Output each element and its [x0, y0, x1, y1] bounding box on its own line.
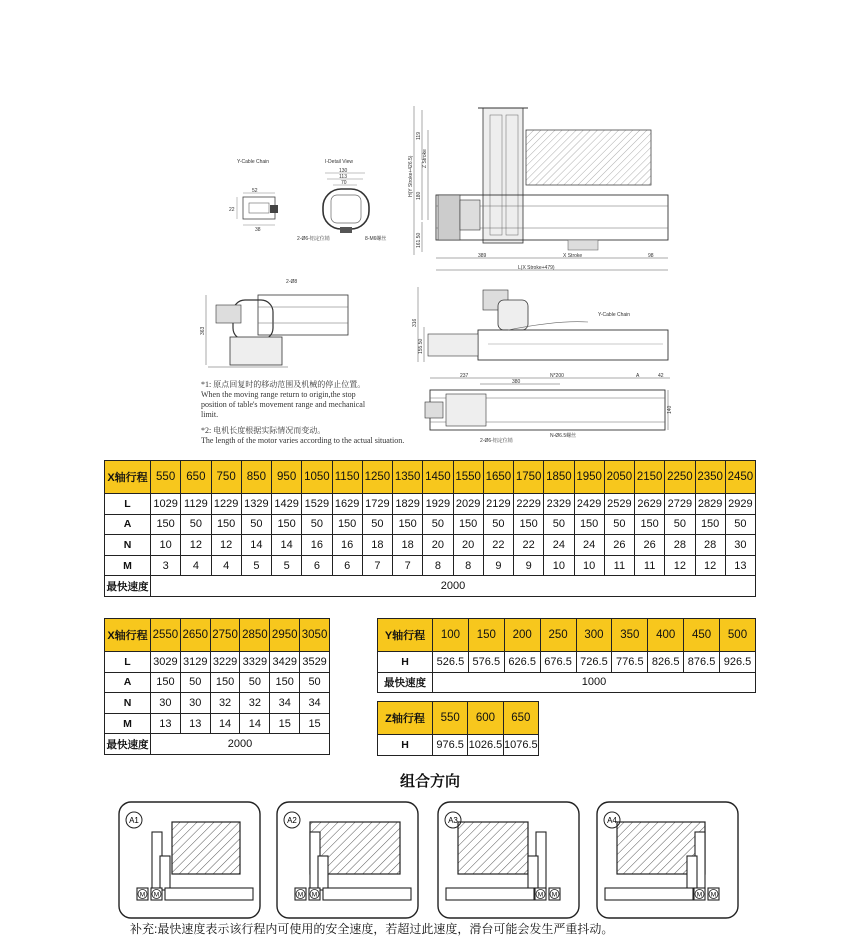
value-cell: 150 — [332, 514, 362, 535]
value-cell: 676.5 — [540, 652, 576, 673]
note-1-cn: *1: 原点回复时的移动范围及机械的停止位置。 — [201, 380, 366, 389]
value-cell: 4 — [211, 555, 241, 576]
speed-label: 最快速度 — [105, 734, 151, 755]
notes — [201, 380, 404, 446]
value-cell: 24 — [544, 535, 574, 556]
table-row — [378, 735, 539, 756]
value-cell: 12 — [181, 535, 211, 556]
value-cell: 50 — [483, 514, 513, 535]
value-cell: 50 — [181, 514, 211, 535]
stroke-cell: 2350 — [695, 461, 725, 494]
value-cell: 14 — [272, 535, 302, 556]
i-detail-view-drawing — [295, 155, 405, 245]
value-cell: 3429 — [270, 652, 300, 673]
row-label: N — [105, 535, 151, 556]
stroke-cell: 2550 — [151, 619, 181, 652]
value-cell: 3029 — [151, 652, 181, 673]
stroke-cell: 600 — [468, 702, 503, 735]
svg-text:52: 52 — [252, 188, 258, 194]
value-cell: 10 — [574, 555, 604, 576]
row-label: A — [105, 672, 151, 693]
svg-text:380: 380 — [512, 379, 521, 385]
value-cell: 2929 — [725, 494, 755, 515]
header-row — [378, 619, 756, 652]
stroke-cell: 2050 — [604, 461, 634, 494]
speed-value: 2000 — [151, 576, 756, 597]
value-cell: 32 — [240, 693, 270, 714]
header-row — [378, 702, 539, 735]
stroke-cell: 550 — [151, 461, 181, 494]
svg-text:316: 316 — [412, 318, 418, 327]
axis-label: X轴行程 — [105, 461, 151, 494]
value-cell: 3329 — [240, 652, 270, 673]
svg-text:70: 70 — [341, 180, 347, 186]
motor-label: M — [311, 891, 318, 899]
value-cell: 50 — [604, 514, 634, 535]
value-cell: 150 — [270, 672, 300, 693]
svg-text:2-Ø6-铝定位销: 2-Ø6-铝定位销 — [480, 438, 513, 444]
value-cell: 9 — [514, 555, 544, 576]
svg-text:N*200: N*200 — [550, 373, 564, 379]
table-row — [378, 652, 756, 673]
stroke-cell: 750 — [211, 461, 241, 494]
value-cell: 2229 — [514, 494, 544, 515]
combo-a2 — [275, 800, 420, 920]
value-cell: 5 — [241, 555, 271, 576]
value-cell: 16 — [332, 535, 362, 556]
value-cell: 14 — [241, 535, 271, 556]
value-cell: 10 — [544, 555, 574, 576]
svg-text:42: 42 — [658, 373, 664, 379]
svg-text:140: 140 — [667, 405, 673, 414]
note-1-en-1: When the moving range return to origin,the stop — [201, 390, 356, 399]
value-cell: 22 — [514, 535, 544, 556]
stroke-cell: 1950 — [574, 461, 604, 494]
row-label: H — [378, 735, 433, 756]
value-cell: 30 — [725, 535, 755, 556]
table-row — [105, 693, 330, 714]
stroke-cell: 150 — [468, 619, 504, 652]
speed-label: 最快速度 — [105, 576, 151, 597]
value-cell: 50 — [300, 672, 330, 693]
value-cell: 1076.5 — [503, 735, 538, 756]
value-cell: 20 — [423, 535, 453, 556]
row-label: H — [378, 652, 433, 673]
row-label: L — [105, 494, 151, 515]
stroke-cell: 1250 — [362, 461, 392, 494]
svg-text:363: 363 — [200, 326, 206, 335]
value-cell: 2629 — [635, 494, 665, 515]
value-cell: 2329 — [544, 494, 574, 515]
stroke-cell: 1550 — [453, 461, 483, 494]
value-cell: 28 — [665, 535, 695, 556]
value-cell: 7 — [393, 555, 423, 576]
value-cell: 18 — [393, 535, 423, 556]
combo-a4-label: A4 — [607, 816, 617, 825]
value-cell: 576.5 — [468, 652, 504, 673]
svg-text:22: 22 — [229, 207, 235, 213]
svg-text:H(Y Stroke+426.5): H(Y Stroke+426.5) — [408, 155, 414, 197]
svg-text:2-Ø8: 2-Ø8 — [286, 279, 298, 285]
stroke-cell: 100 — [433, 619, 469, 652]
stroke-cell: 550 — [433, 702, 468, 735]
svg-text:113: 113 — [339, 174, 347, 180]
value-cell: 1129 — [181, 494, 211, 515]
row-label: L — [105, 652, 151, 673]
value-cell: 14 — [240, 713, 270, 734]
value-cell: 150 — [210, 672, 240, 693]
svg-text:L(X Stroke+479): L(X Stroke+479) — [518, 265, 555, 271]
stroke-cell: 3050 — [300, 619, 330, 652]
axis-label: Z轴行程 — [378, 702, 433, 735]
stroke-cell: 300 — [576, 619, 612, 652]
value-cell: 876.5 — [684, 652, 720, 673]
value-cell: 50 — [665, 514, 695, 535]
combo-a3 — [436, 800, 581, 920]
stroke-cell: 2450 — [725, 461, 755, 494]
speed-value: 2000 — [151, 734, 330, 755]
value-cell: 50 — [362, 514, 392, 535]
value-cell: 12 — [665, 555, 695, 576]
value-cell: 2429 — [574, 494, 604, 515]
value-cell: 50 — [240, 672, 270, 693]
row-label: M — [105, 555, 151, 576]
value-cell: 826.5 — [648, 652, 684, 673]
value-cell: 18 — [362, 535, 392, 556]
stroke-cell: 850 — [241, 461, 271, 494]
svg-text:A: A — [636, 373, 640, 379]
value-cell: 7 — [362, 555, 392, 576]
axis-label: Y轴行程 — [378, 619, 433, 652]
value-cell: 11 — [604, 555, 634, 576]
value-cell: 1429 — [272, 494, 302, 515]
y-axis-side-drawing — [408, 282, 673, 372]
combo-a4 — [595, 800, 740, 920]
value-cell: 13 — [725, 555, 755, 576]
value-cell: 50 — [180, 672, 210, 693]
table-row — [105, 672, 330, 693]
value-cell: 15 — [270, 713, 300, 734]
motor-label: M — [139, 891, 146, 899]
value-cell: 8 — [423, 555, 453, 576]
value-cell: 2729 — [665, 494, 695, 515]
front-section-drawing — [198, 275, 358, 375]
value-cell: 13 — [151, 713, 181, 734]
value-cell: 6 — [332, 555, 362, 576]
y-stroke-table — [377, 618, 756, 693]
value-cell: 30 — [180, 693, 210, 714]
stroke-cell: 650 — [503, 702, 538, 735]
motor-label: M — [537, 891, 544, 899]
svg-text:389: 389 — [478, 253, 487, 259]
table-row — [105, 555, 756, 576]
value-cell: 150 — [393, 514, 423, 535]
value-cell: 1026.5 — [468, 735, 503, 756]
svg-text:155.50: 155.50 — [418, 338, 424, 354]
value-cell: 2029 — [453, 494, 483, 515]
stroke-cell: 950 — [272, 461, 302, 494]
value-cell: 12 — [211, 535, 241, 556]
value-cell: 6 — [302, 555, 332, 576]
value-cell: 3 — [151, 555, 181, 576]
svg-text:X Stroke: X Stroke — [563, 253, 583, 259]
svg-text:161.50: 161.50 — [416, 232, 422, 248]
value-cell: 150 — [272, 514, 302, 535]
stroke-cell: 1650 — [483, 461, 513, 494]
value-cell: 28 — [695, 535, 725, 556]
value-cell: 1829 — [393, 494, 423, 515]
stroke-cell: 400 — [648, 619, 684, 652]
svg-text:130: 130 — [339, 168, 348, 174]
value-cell: 1929 — [423, 494, 453, 515]
value-cell: 15 — [300, 713, 330, 734]
header-row — [105, 619, 330, 652]
stroke-cell: 2650 — [180, 619, 210, 652]
value-cell: 50 — [725, 514, 755, 535]
table-row — [105, 713, 330, 734]
side-elevation-drawing — [408, 100, 673, 275]
svg-text:N-Ø6.5螺丝: N-Ø6.5螺丝 — [550, 433, 577, 439]
value-cell: 5 — [272, 555, 302, 576]
x-stroke-table-1 — [104, 460, 756, 597]
stroke-cell: 1150 — [332, 461, 362, 494]
stroke-cell: 2250 — [665, 461, 695, 494]
stroke-cell: 450 — [684, 619, 720, 652]
stroke-cell: 1350 — [393, 461, 423, 494]
motor-label: M — [297, 891, 304, 899]
value-cell: 2129 — [483, 494, 513, 515]
motor-label: M — [551, 891, 558, 899]
value-cell: 32 — [210, 693, 240, 714]
value-cell: 626.5 — [504, 652, 540, 673]
value-cell: 1729 — [362, 494, 392, 515]
svg-text:119: 119 — [416, 132, 422, 140]
value-cell: 34 — [270, 693, 300, 714]
row-label: M — [105, 713, 151, 734]
stroke-cell: 1450 — [423, 461, 453, 494]
value-cell: 11 — [635, 555, 665, 576]
stroke-cell: 200 — [504, 619, 540, 652]
table-row — [105, 514, 756, 535]
axis-label: X轴行程 — [105, 619, 151, 652]
svg-text:8-M6螺丝: 8-M6螺丝 — [365, 236, 387, 242]
value-cell: 150 — [514, 514, 544, 535]
value-cell: 976.5 — [433, 735, 468, 756]
row-label: A — [105, 514, 151, 535]
table-row — [105, 535, 756, 556]
value-cell: 30 — [151, 693, 181, 714]
footer-note: 补充:最快速度表示该行程内可使用的安全速度，若超过此速度，滑台可能会发生严重抖动。 — [130, 922, 614, 936]
speed-row — [378, 672, 756, 693]
combo-a2-label: A2 — [287, 816, 297, 825]
value-cell: 50 — [544, 514, 574, 535]
note-2-cn: *2: 电机长度根据实际情况而变动。 — [201, 426, 326, 435]
svg-text:98: 98 — [648, 253, 654, 259]
value-cell: 1029 — [151, 494, 181, 515]
value-cell: 1529 — [302, 494, 332, 515]
value-cell: 726.5 — [576, 652, 612, 673]
value-cell: 24 — [574, 535, 604, 556]
stroke-cell: 1050 — [302, 461, 332, 494]
value-cell: 776.5 — [612, 652, 648, 673]
value-cell: 1229 — [211, 494, 241, 515]
value-cell: 150 — [151, 514, 181, 535]
value-cell: 13 — [180, 713, 210, 734]
value-cell: 14 — [210, 713, 240, 734]
value-cell: 12 — [695, 555, 725, 576]
value-cell: 10 — [151, 535, 181, 556]
value-cell: 3129 — [180, 652, 210, 673]
header-row — [105, 461, 756, 494]
value-cell: 926.5 — [720, 652, 756, 673]
value-cell: 150 — [635, 514, 665, 535]
combo-a1 — [117, 800, 262, 920]
value-cell: 1329 — [241, 494, 271, 515]
value-cell: 3229 — [210, 652, 240, 673]
value-cell: 9 — [483, 555, 513, 576]
value-cell: 16 — [302, 535, 332, 556]
combo-a3-label: A3 — [448, 816, 458, 825]
value-cell: 1629 — [332, 494, 362, 515]
stroke-cell: 2950 — [270, 619, 300, 652]
value-cell: 34 — [300, 693, 330, 714]
svg-text:38: 38 — [255, 227, 261, 233]
motor-label: M — [153, 891, 160, 899]
stroke-cell: 500 — [720, 619, 756, 652]
stroke-cell: 2850 — [240, 619, 270, 652]
value-cell: 2829 — [695, 494, 725, 515]
value-cell: 526.5 — [433, 652, 469, 673]
value-cell: 150 — [695, 514, 725, 535]
stroke-cell: 1850 — [544, 461, 574, 494]
svg-text:180: 180 — [416, 191, 422, 200]
value-cell: 150 — [574, 514, 604, 535]
note-2-en: The length of the motor varies according to the actual situation. — [201, 436, 405, 445]
value-cell: 20 — [453, 535, 483, 556]
row-label: N — [105, 693, 151, 714]
svg-text:Y-Cable Chain: Y-Cable Chain — [598, 312, 631, 318]
svg-text:237: 237 — [460, 373, 469, 379]
value-cell: 50 — [302, 514, 332, 535]
note-1-en-3: limit. — [201, 410, 219, 419]
combination-title: 组合方向 — [399, 773, 460, 790]
stroke-cell: 350 — [612, 619, 648, 652]
svg-text:2-Ø6-铝定位销: 2-Ø6-铝定位销 — [297, 236, 330, 242]
value-cell: 150 — [151, 672, 181, 693]
value-cell: 2529 — [604, 494, 634, 515]
i-detail-view-title: I-Detail View — [325, 159, 353, 165]
value-cell: 3529 — [300, 652, 330, 673]
value-cell: 26 — [635, 535, 665, 556]
y-cable-chain-drawing — [225, 155, 290, 235]
combo-a1-label: A1 — [129, 816, 139, 825]
stroke-cell: 2150 — [635, 461, 665, 494]
top-view-drawing — [420, 372, 675, 447]
value-cell: 150 — [211, 514, 241, 535]
y-cable-chain-title: Y-Cable Chain — [237, 159, 270, 165]
note-1-en-2: position of table's movement range and mechanical — [201, 400, 366, 409]
x-stroke-table-2 — [104, 618, 330, 755]
value-cell: 8 — [453, 555, 483, 576]
stroke-cell: 250 — [540, 619, 576, 652]
table-row — [105, 652, 330, 673]
value-cell: 50 — [423, 514, 453, 535]
z-stroke-table — [377, 701, 539, 756]
value-cell: 4 — [181, 555, 211, 576]
stroke-cell: 650 — [181, 461, 211, 494]
value-cell: 26 — [604, 535, 634, 556]
speed-label: 最快速度 — [378, 672, 433, 693]
value-cell: 150 — [453, 514, 483, 535]
stroke-cell: 1750 — [514, 461, 544, 494]
motor-label: M — [710, 891, 717, 899]
svg-text:Z Stroke: Z Stroke — [422, 149, 428, 168]
stroke-cell: 2750 — [210, 619, 240, 652]
table-row — [105, 494, 756, 515]
value-cell: 50 — [241, 514, 271, 535]
value-cell: 22 — [483, 535, 513, 556]
motor-label: M — [696, 891, 703, 899]
speed-row — [105, 576, 756, 597]
speed-row — [105, 734, 330, 755]
speed-value: 1000 — [433, 672, 756, 693]
